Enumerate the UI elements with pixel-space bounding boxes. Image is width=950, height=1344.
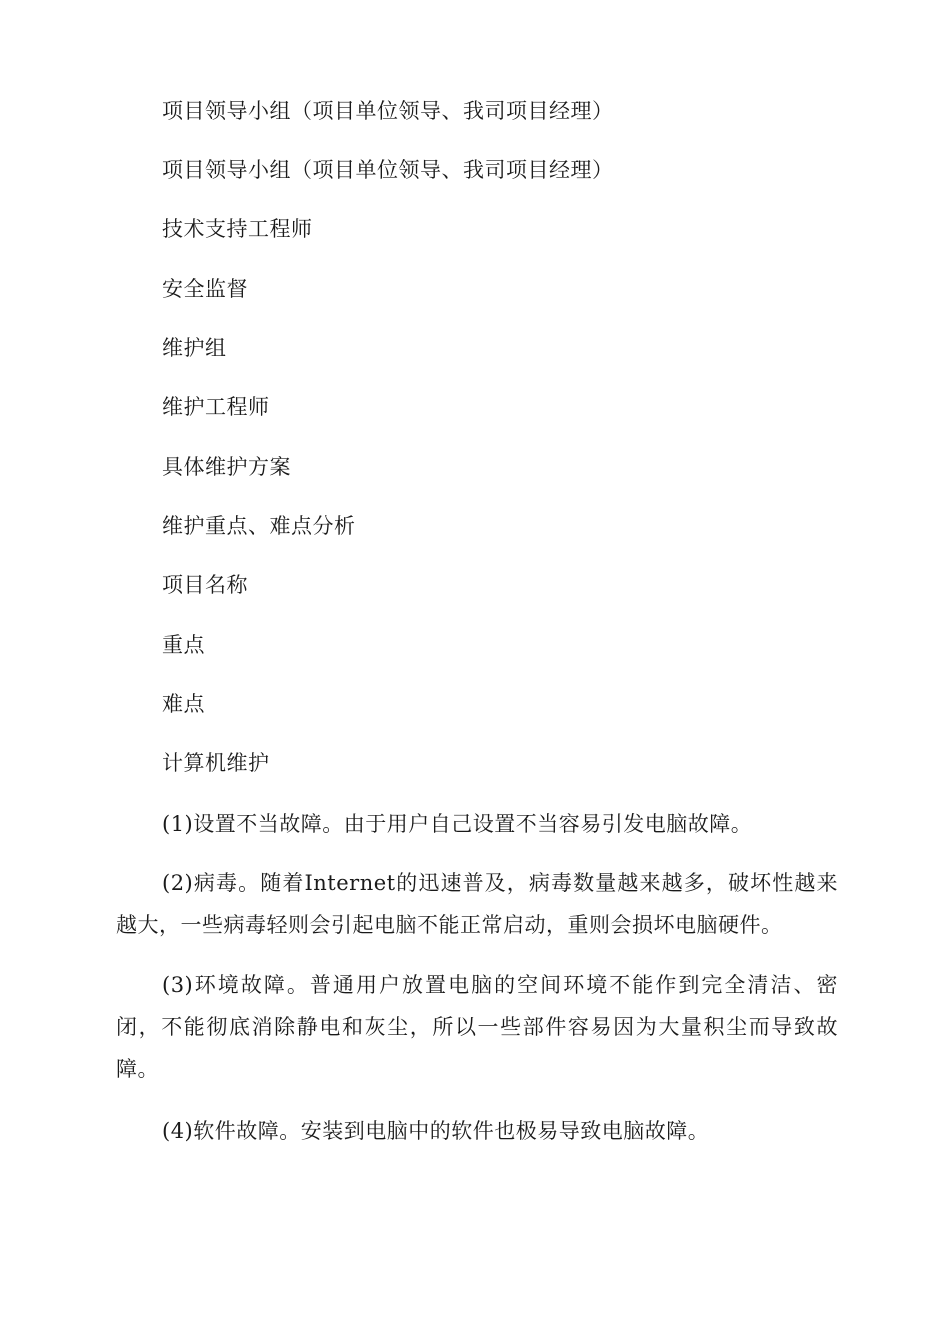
heading-line: 安全监督 <box>162 277 248 301</box>
heading-line: 技术支持工程师 <box>162 217 313 241</box>
body-paragraph: (1)设置不当故障。由于用户自己设置不当容易引发电脑故障。 <box>162 812 753 836</box>
body-paragraph: (2)病毒。随着Internet的迅速普及，病毒数量越来越多，破坏性越来越大，一些病毒轻则会引起电脑不能正常启动，重则会损坏电脑硬件。 <box>116 871 838 937</box>
body-paragraph: (3)环境故障。普通用户放置电脑的空间环境不能作到完全清洁、密闭，不能彻底消除静电和灰尘，所以一些部件容易因为大量积尘而导致故障。 <box>116 973 838 1081</box>
heading-line: 计算机维护 <box>162 751 270 775</box>
heading-line: 维护重点、难点分析 <box>162 514 356 538</box>
heading-line: 重点 <box>162 633 205 657</box>
heading-line: 具体维护方案 <box>162 455 291 479</box>
heading-line: 维护组 <box>162 336 227 360</box>
heading-line: 项目名称 <box>162 573 248 597</box>
body-paragraph: (4)软件故障。安装到电脑中的软件也极易导致电脑故障。 <box>162 1119 710 1143</box>
heading-line: 难点 <box>162 692 205 716</box>
heading-line: 项目领导小组（项目单位领导、我司项目经理） <box>162 158 614 182</box>
heading-line: 维护工程师 <box>162 395 270 419</box>
heading-line: 项目领导小组（项目单位领导、我司项目经理） <box>162 99 614 123</box>
